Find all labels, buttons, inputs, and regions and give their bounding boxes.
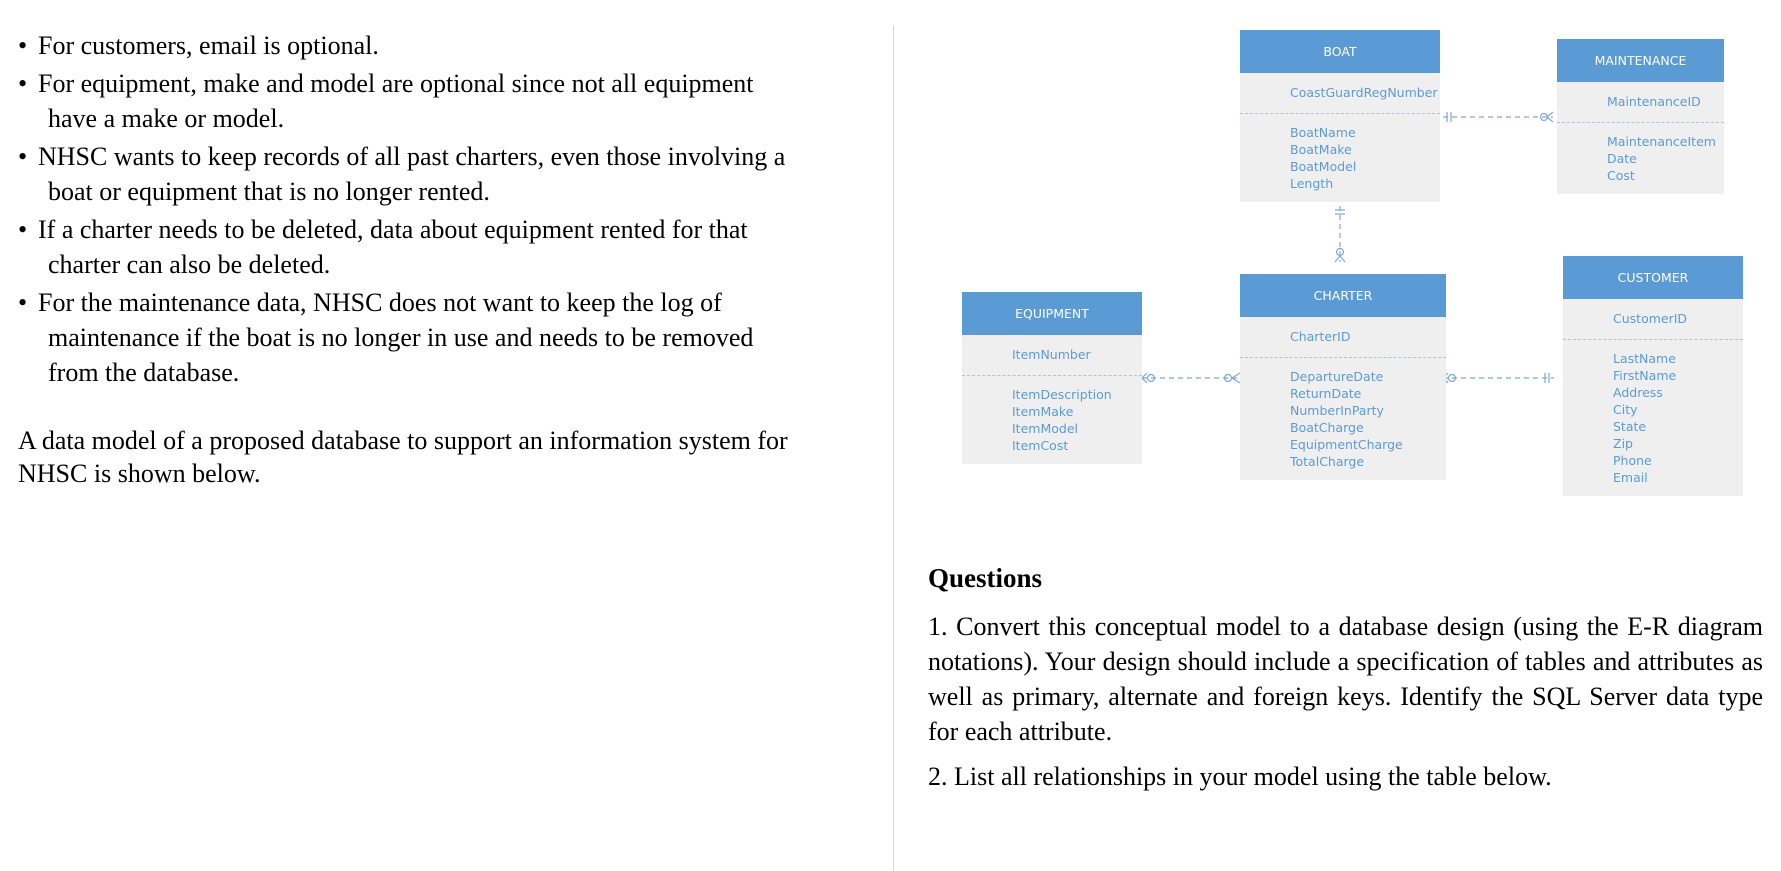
intro-line: NHSC is shown below. [18,459,261,488]
entity-title: MAINTENANCE [1557,39,1724,82]
entity-maintenance [1557,39,1724,194]
entity-attributes [1563,340,1743,496]
entity-key-section [1240,73,1440,114]
attribute: FirstName [1613,368,1677,383]
requirement-continuation: have a make or model. [48,104,285,133]
attribute: Email [1613,470,1648,485]
primary-key: CoastGuardRegNumber [1290,85,1438,100]
attribute: Date [1607,151,1637,166]
entity-body [1557,82,1724,194]
attribute: NumberInParty [1290,403,1384,418]
primary-key: CustomerID [1613,311,1688,326]
requirement-text: NHSC wants to keep records of all past charters, even those involving a [38,142,786,171]
entity-charter [1240,274,1446,480]
entity-body [1563,299,1743,496]
question-2: 2. List all relationships in your model using the table below. [928,762,1552,791]
question-1: 1. Convert this conceptual model to a database design (using the E-R diagram notations). Your design should include a specification of tables and attributes as well as primary, alternate and foreign keys. Identify the SQL Server data type for each attribute. [928,612,1763,746]
attribute: Phone [1613,453,1652,468]
entity-equipment [962,292,1142,464]
attribute: Cost [1607,168,1635,183]
entity-title: EQUIPMENT [962,292,1142,335]
attribute: ItemModel [1012,421,1078,436]
attribute: BoatModel [1290,159,1357,174]
entity-title: BOAT [1240,30,1440,73]
bullet-icon: • [18,69,28,98]
attribute: BoatName [1290,125,1356,140]
attribute: EquipmentCharge [1290,437,1403,452]
intro-paragraph [18,424,863,490]
requirement-item [18,66,863,136]
requirement-text: For customers, email is optional. [38,31,379,60]
attribute: MaintenanceItem [1607,134,1716,149]
bullet-icon: • [18,31,28,60]
requirement-item [18,285,863,390]
entity-key-section [962,335,1142,376]
er-diagram [930,20,1781,510]
entity-attributes [1240,114,1440,202]
requirement-text: For the maintenance data, NHSC does not want to keep the log of [38,288,722,317]
bullet-icon: • [18,215,28,244]
entity-customer [1563,256,1743,496]
attribute: Zip [1613,436,1633,451]
entity-attributes [962,376,1142,464]
attribute: ItemCost [1012,438,1069,453]
entity-attributes [1240,358,1446,480]
intro-line: A data model of a proposed database to support an information system for [18,426,788,455]
attribute: BoatCharge [1290,420,1364,435]
requirements-list [18,28,863,390]
attribute: State [1613,419,1647,434]
requirement-item [18,139,863,209]
requirement-text: For equipment, make and model are optional since not all equipment [38,69,754,98]
primary-key: MaintenanceID [1607,94,1701,109]
attribute: ReturnDate [1290,386,1362,401]
primary-key: CharterID [1290,329,1351,344]
entity-boat [1240,30,1440,202]
attribute: DepartureDate [1290,369,1384,384]
entity-attributes [1557,123,1724,194]
attribute: TotalCharge [1290,454,1365,469]
entity-body [1240,317,1446,480]
requirement-continuation: maintenance if the boat is no longer in use and needs to be removed from the database. [48,323,754,387]
bullet-icon: • [18,288,28,317]
requirement-item [18,28,863,63]
attribute: ItemDescription [1012,387,1112,402]
questions-section [928,561,1763,804]
attribute: ItemMake [1012,404,1074,419]
requirement-continuation: boat or equipment that is no longer rented. [48,177,490,206]
entity-key-section [1240,317,1446,358]
questions-heading: Questions [928,563,1043,593]
requirement-item [18,212,863,282]
attribute: LastName [1613,351,1676,366]
entity-body [1240,73,1440,202]
requirement-text: If a charter needs to be deleted, data about equipment rented for that [38,215,748,244]
entity-key-section [1563,299,1743,340]
entity-key-section [1557,82,1724,123]
bullet-icon: • [18,142,28,171]
primary-key: ItemNumber [1012,347,1091,362]
entity-title: CHARTER [1240,274,1446,317]
attribute: Length [1290,176,1334,191]
column-divider [893,26,894,871]
attribute: BoatMake [1290,142,1352,157]
requirements-section [18,28,863,490]
entity-title: CUSTOMER [1563,256,1743,299]
entity-body [962,335,1142,464]
requirement-continuation: charter can also be deleted. [48,250,331,279]
attribute: Address [1613,385,1663,400]
attribute: City [1613,402,1638,417]
